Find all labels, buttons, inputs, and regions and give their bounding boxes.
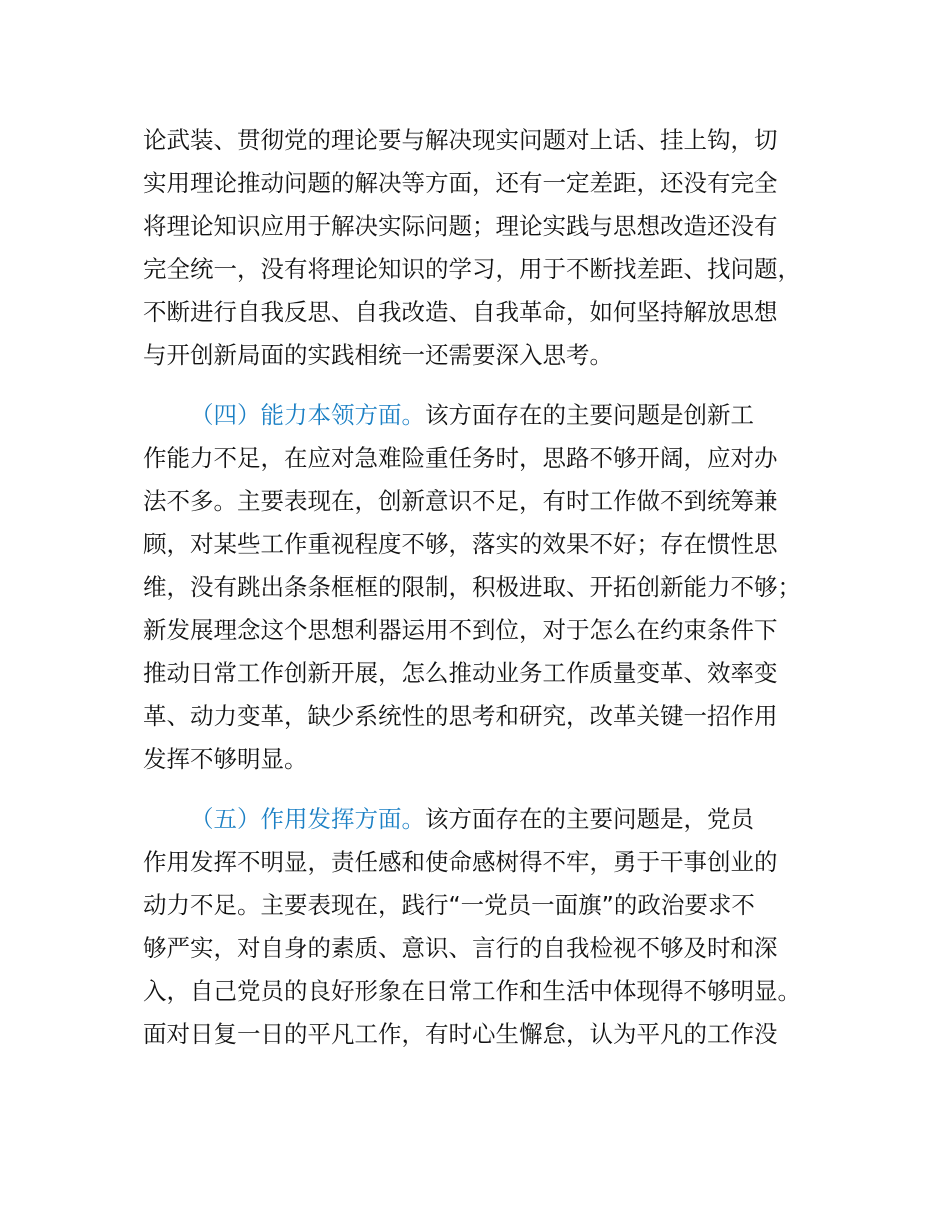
text-line: 入，自己党员的良好形象在日常工作和生活中体现得不够明显。 xyxy=(143,977,801,1005)
text-line: 将理论知识应用于解决实际问题；理论实践与思想改造还没有 xyxy=(143,212,778,240)
paragraph-first-line xyxy=(190,399,754,431)
text-line: 推动日常工作创新开展，怎么推动业务工作质量变革、效率变 xyxy=(143,659,778,687)
text-line: 作能力不足，在应对急难险重任务时，思路不够开阔，应对办 xyxy=(143,444,778,472)
paragraph-first-line xyxy=(190,803,754,835)
text-line: 实用理论推动问题的解决等方面，还有一定差距，还没有完全 xyxy=(143,169,778,197)
text-span: 该方面存在的主要问题是创新工 xyxy=(425,401,754,429)
text-line: 革、动力变革，缺少系统性的思考和研究，改革关键一招作用 xyxy=(143,702,778,730)
text-line: 作用发挥不明显，责任感和使命感树得不牢，勇于干事创业的 xyxy=(143,848,778,876)
text-line: 论武装、贯彻党的理论要与解决现实问题对上话、挂上钩，切 xyxy=(143,126,778,154)
text-line: 与开创新局面的实践相统一还需要深入思考。 xyxy=(143,341,613,369)
text-line: 法不多。主要表现在，创新意识不足，有时工作做不到统筹兼 xyxy=(143,487,778,515)
text-line: 发挥不够明显。 xyxy=(143,745,308,773)
text-line: 够严实，对自身的素质、意识、言行的自我检视不够及时和深 xyxy=(143,934,778,962)
section-heading-ability: （四）能力本领方面。 xyxy=(190,401,425,429)
text-line: 不断进行自我反思、自我改造、自我革命，如何坚持解放思想 xyxy=(143,298,778,326)
text-line: 面对日复一日的平凡工作，有时心生懈怠，认为平凡的工作没 xyxy=(143,1020,778,1048)
text-span: 该方面存在的主要问题是，党员 xyxy=(425,805,754,833)
text-line: 新发展理念这个思想利器运用不到位，对于怎么在约束条件下 xyxy=(143,616,778,644)
section-heading-role: （五）作用发挥方面。 xyxy=(190,805,425,833)
text-line: 维，没有跳出条条框框的限制，积极进取、开拓创新能力不够； xyxy=(143,573,801,601)
text-line: 顾，对某些工作重视程度不够，落实的效果不好；存在惯性思 xyxy=(143,530,778,558)
text-line: 完全统一，没有将理论知识的学习，用于不断找差距、找问题， xyxy=(143,255,801,283)
text-line: 动力不足。主要表现在，践行“一党员一面旗”的政治要求不 xyxy=(143,891,755,919)
